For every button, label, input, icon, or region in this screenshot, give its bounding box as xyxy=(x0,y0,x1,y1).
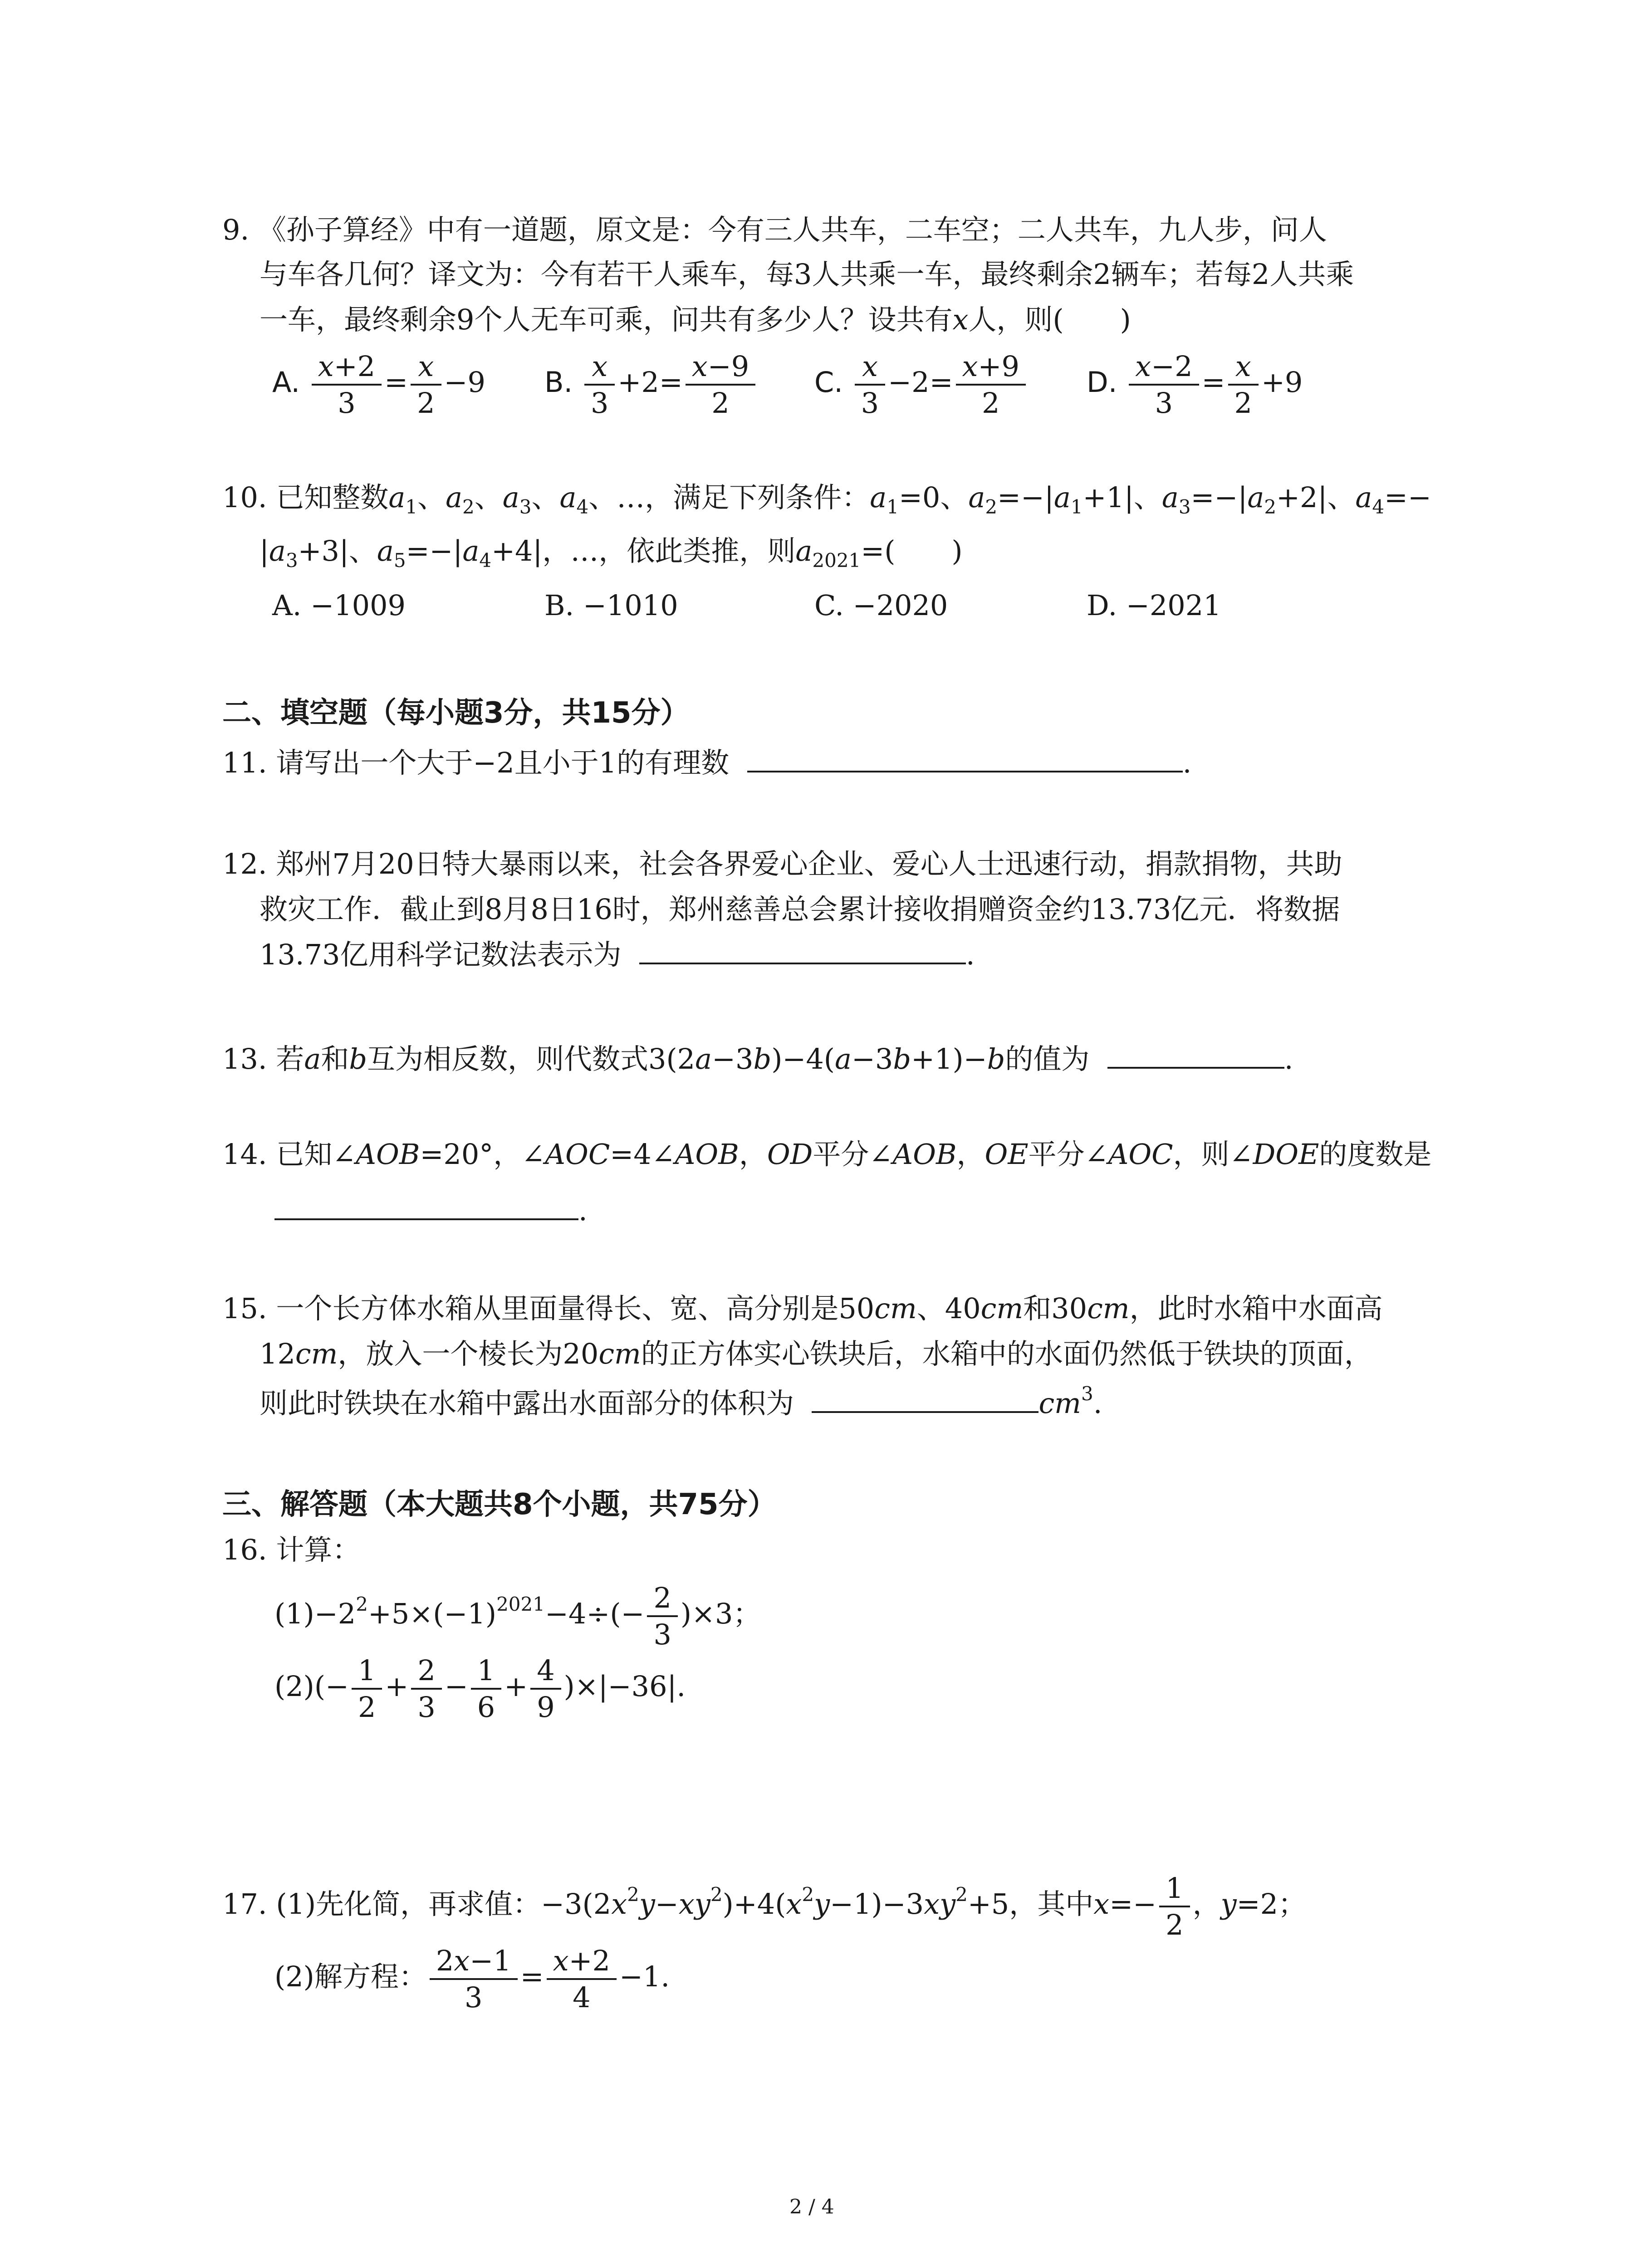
q9-text-2: 与车各几何？译文为：今有若干人乘车，每3人共乘一车，最终剩余2辆车；若每2人共乘 xyxy=(260,258,1354,291)
q15-text-1c: ，此时水箱中水面高 xyxy=(1129,1292,1383,1325)
q10-option-a: A. −1009 xyxy=(272,589,406,622)
q15-text-3: 则此时铁块在水箱中露出水面部分的体积为 xyxy=(260,1387,794,1420)
q15-text-1a: 一个长方体水箱从里面量得长、宽、高分别是50 xyxy=(276,1292,875,1325)
q9-option-a: A. $\frac{x+2}{3}$ = $\frac{x}{2}$ −9 xyxy=(272,350,485,420)
question-number: 11. xyxy=(222,746,267,779)
option-label: C. xyxy=(814,366,843,399)
fraction: $\frac{1}{2}$ xyxy=(1159,1873,1190,1940)
question-number: 15. xyxy=(222,1292,267,1325)
q10-bracket: =( ) xyxy=(861,534,963,567)
q16-part-2: (2)(− $\frac{1}{2}$ + $\frac{2}{3}$ − $\frac{1}{6}$ + $\frac{4}{9}$ )×|−36|. xyxy=(274,1654,686,1724)
section-2-title: 二、填空题（每小题3分，共15分） xyxy=(222,696,690,730)
q16-part-1: $(1)-2^2+5\times(-1)^{2021}-4\div(-$ $\frac{2}{3}$ )×3； xyxy=(274,1581,761,1652)
q9-line-3 xyxy=(260,303,1131,337)
answer-blank[interactable] xyxy=(1107,1044,1284,1069)
fraction: $\frac{x+9}{2}$ xyxy=(956,352,1026,418)
fraction: $\frac{x-9}{2}$ xyxy=(686,352,755,418)
question-number: 16. xyxy=(222,1533,267,1566)
q9-text-1: 《孙子算经》中有一道题，原文是：今有三人共车，二车空；二人共车，九人步，问人 xyxy=(258,213,1327,246)
fraction: $\frac{x}{3}$ xyxy=(855,352,885,418)
period: . xyxy=(578,1194,588,1227)
q12-text-1: 郑州7月20日特大暴雨以来，社会各界爱心企业、爱心人士迅速行动，捐款捐物，共助 xyxy=(276,847,1342,880)
q17-p1-text: (1)先化简，再求值： xyxy=(276,1887,541,1921)
q9-text-3b: 人，则( ) xyxy=(968,303,1131,336)
q11-text: 请写出一个大于−2且小于1的有理数 xyxy=(276,746,730,779)
answer-blank[interactable] xyxy=(747,748,1183,772)
q16-label: 计算： xyxy=(276,1533,361,1566)
period: . xyxy=(1093,1387,1102,1420)
q12-line-1 xyxy=(222,847,1342,881)
section-3-title: 三、解答题（本大题共8个小题，共75分） xyxy=(222,1488,777,1521)
q9-option-b: B. $\frac{x}{3}$ +2= $\frac{x-9}{2}$ xyxy=(544,352,758,418)
q16-title xyxy=(222,1533,360,1567)
q17-part-1: 17. (1)先化简，再求值：$-3(2x^2y-xy^2)+4(x^2y-1)-3xy^2+5$，其中x=− $\frac{1}{2}$ ，y=2； xyxy=(222,1872,1307,1942)
question-number: 10. xyxy=(222,481,267,514)
q10-line-2: $|a_3+3|$、$a_5=-|a_4+4|$，…，依此类推，则$a_{2021}=$( ) xyxy=(260,534,963,572)
fraction: $\frac{x-2}{3}$ xyxy=(1129,352,1199,418)
q9-line-1 xyxy=(222,213,1327,247)
fraction: $\frac{1}{6}$ xyxy=(471,1656,501,1722)
option-label: D. xyxy=(1087,366,1117,399)
question-number: 12. xyxy=(222,847,267,880)
question-number: 17. xyxy=(222,1887,267,1921)
q12-text-3: 13.73亿用科学记数法表示为 xyxy=(260,938,622,971)
q12-line-3 xyxy=(260,938,975,972)
period: . xyxy=(1284,1042,1293,1075)
q10-condition: ，满足下列条件： xyxy=(645,481,870,514)
unit-label: cm xyxy=(1038,1387,1081,1420)
q17-p2-text: (2)解方程： xyxy=(274,1960,427,1994)
q10-intro: 已知整数 xyxy=(276,481,389,514)
fraction: $\frac{x}{2}$ xyxy=(411,352,441,418)
q15-text-1b: 和30 xyxy=(1023,1292,1087,1325)
q10-option-c: C. −2020 xyxy=(814,589,948,622)
fraction: $\frac{x}{2}$ xyxy=(1228,352,1259,418)
q9-option-c: C. $\frac{x}{3}$ −2= $\frac{x+9}{2}$ xyxy=(814,352,1029,418)
question-number: 14. xyxy=(222,1138,267,1171)
q15-text-2a: 12 xyxy=(260,1337,295,1370)
q13-line: 13. 若a和b互为相反数，则代数式3(2a−3b)−4(a−3b+1)−b的值为 . xyxy=(222,1042,1293,1075)
option-label: B. xyxy=(544,366,573,399)
q10-tail: ，…，依此类推，则 xyxy=(542,534,796,567)
q10-line-1: 10. 已知整数$a_1$、$a_2$、$a_3$、$a_4$、…，满足下列条件：$a_1=0$、$a_2=-|a_1+1|$、$a_3=-|a_2+2|$、$a_4=-$ xyxy=(222,481,1431,518)
q17-part-2: (2)解方程： $\frac{2x-1}{3}$ = $\frac{x+2}{4}$ −1. xyxy=(274,1944,670,2014)
q15-line-2: 12cm，放入一个棱长为20cm的正方体实心铁块后，水箱中的水面仍然低于铁块的顶面， xyxy=(260,1337,1372,1370)
answer-blank[interactable] xyxy=(639,940,966,964)
period: . xyxy=(1182,746,1192,779)
fraction: $\frac{x+2}{3}$ xyxy=(312,352,382,418)
option-label: A. xyxy=(272,366,300,399)
answer-blank[interactable] xyxy=(274,1196,578,1220)
answer-blank[interactable] xyxy=(812,1388,1038,1413)
q11-line xyxy=(222,746,1191,780)
q9-text-3a: 一车，最终剩余9个人无车可乘，问共有多少人？设共有 xyxy=(260,303,953,336)
period: . xyxy=(965,938,975,971)
q9-line-2 xyxy=(260,258,1354,291)
q14-line-1: 14. 已知∠AOB=20°，∠AOC=4∠AOB，OD平分∠AOB，OE平分∠AOC，则∠DOE的度数是 xyxy=(222,1138,1432,1171)
q17-where: ，其中 xyxy=(1009,1887,1094,1921)
variable-x: x xyxy=(952,303,969,336)
q14-line-2 xyxy=(274,1194,588,1227)
q10-option-b: B. −1010 xyxy=(544,589,678,622)
question-number: 13. xyxy=(222,1042,267,1075)
fraction: $\frac{1}{2}$ xyxy=(352,1656,382,1722)
page-number: 2 / 4 xyxy=(789,2195,834,2219)
q9-option-d: D. $\frac{x-2}{3}$ = $\frac{x}{2}$ +9 xyxy=(1087,350,1303,420)
fraction: $\frac{4}{9}$ xyxy=(530,1656,561,1722)
fraction: $\frac{2}{3}$ xyxy=(411,1656,441,1722)
fraction: $\frac{x+2}{4}$ xyxy=(547,1946,617,2012)
q15-text-2b: ，放入一个棱长为20 xyxy=(338,1337,599,1370)
q15-line-1: 15. 一个长方体水箱从里面量得长、宽、高分别是50cm、40cm和30cm，此时水箱中水面高 xyxy=(222,1292,1383,1325)
q15-text-2c: 的正方体实心铁块后，水箱中的水面仍然低于铁块的顶面， xyxy=(641,1337,1372,1370)
fraction: $\frac{2}{3}$ xyxy=(647,1583,677,1649)
question-number: 9. xyxy=(222,213,250,246)
fraction: $\frac{2x-1}{3}$ xyxy=(430,1946,518,2012)
q12-line-2 xyxy=(260,893,1340,926)
fraction: $\frac{x}{3}$ xyxy=(584,352,615,418)
q12-text-2: 救灾工作．截止到8月8日16时，郑州慈善总会累计接收捐赠资金约13.73亿元．将数据 xyxy=(260,893,1340,926)
q15-line-3: 则此时铁块在水箱中露出水面部分的体积为 $cm^3$. xyxy=(260,1383,1102,1420)
q10-option-d: D. −2021 xyxy=(1087,589,1221,622)
